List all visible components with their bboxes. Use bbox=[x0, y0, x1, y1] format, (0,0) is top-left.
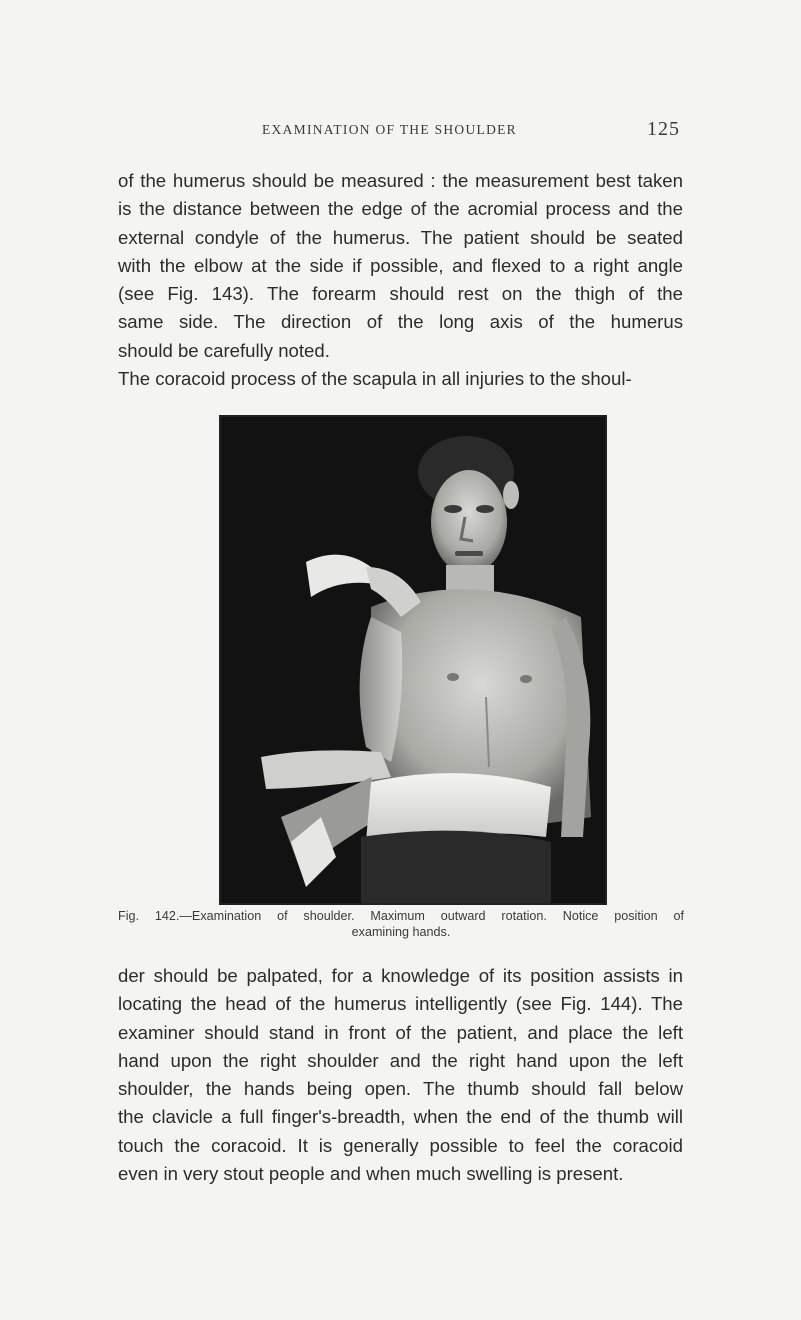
paragraph-top bbox=[118, 167, 683, 393]
running-head bbox=[120, 118, 680, 150]
text-line: same side. The direction of the long axis of the humerus bbox=[118, 311, 683, 333]
text-line: locating the head of the humerus intelligently (see Fig. 144). The bbox=[118, 993, 683, 1015]
paragraph-bottom bbox=[118, 962, 683, 1188]
text-line: with the elbow at the side if possible, and flexed to a right angle bbox=[118, 254, 683, 276]
text-line: touch the coracoid. It is generally possible to feel the coracoid bbox=[118, 1134, 683, 1156]
photograph-shoulder-examination bbox=[221, 417, 605, 903]
page-number: 125 bbox=[647, 118, 680, 140]
caption-line: Fig. 142.—Examination of shoulder. Maximum outward rotation. Notice position of bbox=[118, 909, 684, 923]
text-line: The coracoid process of the scapula in all injuries to the shoul- bbox=[118, 368, 632, 390]
text-line: examiner should stand in front of the patient, and place the left bbox=[118, 1021, 683, 1043]
text-line: even in very stout people and when much swelling is present. bbox=[118, 1163, 624, 1185]
text-line: der should be palpated, for a knowledge of its position assists in bbox=[118, 965, 683, 986]
text-line: the clavicle a full finger's-breadth, when the end of the thumb will bbox=[118, 1106, 683, 1128]
figure-photograph bbox=[219, 415, 607, 905]
running-title: EXAMINATION OF THE SHOULDER bbox=[262, 122, 517, 137]
figure-caption bbox=[118, 908, 684, 940]
text-line: of the humerus should be measured : the measurement best taken bbox=[118, 170, 683, 191]
text-line: is the distance between the edge of the acromial process and the bbox=[118, 198, 683, 220]
text-line: external condyle of the humerus. The patient should be seated bbox=[118, 226, 683, 248]
text-line: shoulder, the hands being open. The thumb should fall below bbox=[118, 1078, 683, 1100]
text-line: hand upon the right shoulder and the right hand upon the left bbox=[118, 1049, 683, 1071]
text-line: (see Fig. 143). The forearm should rest on the thigh of the bbox=[118, 283, 683, 305]
text-line: should be carefully noted. bbox=[118, 339, 330, 361]
caption-line: examining hands. bbox=[351, 925, 451, 939]
